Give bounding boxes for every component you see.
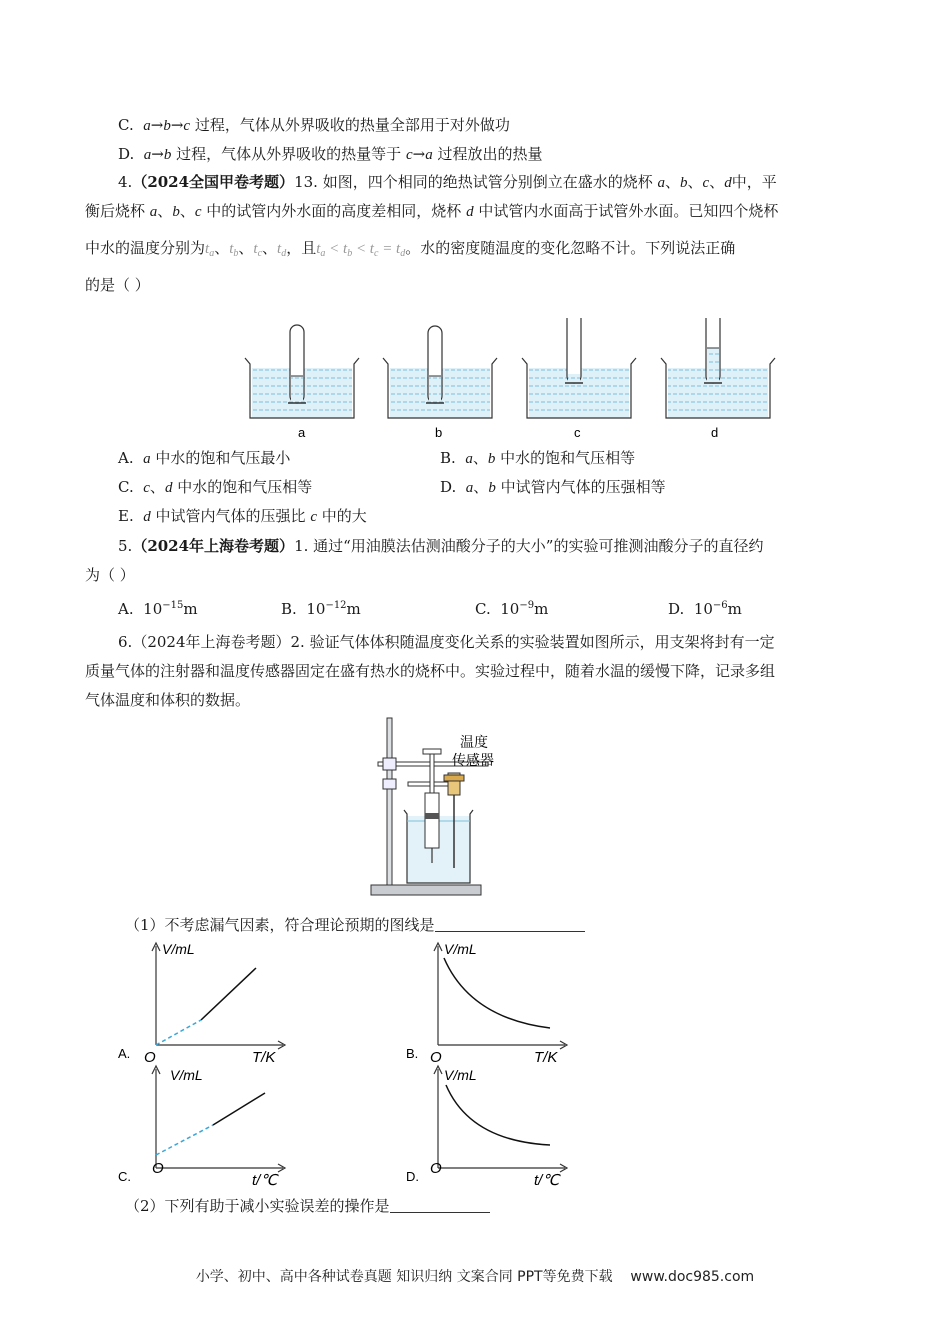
- page-footer: [0, 1266, 950, 1286]
- graph-a-label: A.: [118, 1046, 131, 1061]
- graph-d: [400, 1063, 580, 1188]
- sensor-label-line2: 传感器: [452, 752, 494, 768]
- footer-url[interactable]: www.doc985.com: [630, 1269, 755, 1285]
- q4-option-e: E. d 中试管内气体的压强比 c 中的大: [118, 507, 367, 525]
- graph-d-origin: O: [430, 1160, 442, 1177]
- graph-d-ylabel: V/mL: [444, 1067, 477, 1083]
- q4-line2: 衡后烧杯 a、b、c 中的试管内外水面的高度差相同，烧杯 d 中试管内水面高于试管外水面。已知四个烧杯: [85, 202, 779, 220]
- q3-option-c: C. a→b→c 过程，气体从外界吸收的热量全部用于对外做功: [118, 116, 510, 134]
- q4-line1: 4.（2024全国甲卷考题）13. 如图，四个相同的绝热试管分别倒立在盛水的烧杯 a、b、c、d中，平: [118, 173, 777, 191]
- graph-c: [118, 1063, 298, 1188]
- q5-line2: 为（ ）: [85, 566, 135, 584]
- q6-sub1: （1）不考虑漏气因素，符合理论预期的图线是: [125, 915, 585, 935]
- graph-d-label: D.: [406, 1169, 419, 1184]
- beaker-a: [245, 325, 359, 418]
- q6-line1: 6.（2024年上海卷考题）2. 验证气体体积随温度变化关系的实验装置如图所示，用支架将封有一定: [118, 633, 775, 651]
- q6-sub1-blank[interactable]: [435, 917, 585, 932]
- q6-sub2-blank[interactable]: [390, 1198, 490, 1213]
- beaker-label-d: d: [711, 425, 719, 440]
- graph-b-ylabel: V/mL: [444, 941, 477, 957]
- q5-option-c: C. $10^{-9}m$: [475, 600, 549, 618]
- graph-a-xlabel: T/K: [252, 1049, 276, 1065]
- graph-a: [118, 940, 298, 1065]
- graph-c-xlabel: t/℃: [252, 1172, 278, 1188]
- graph-b-origin: O: [430, 1049, 442, 1065]
- beaker-c: [522, 318, 636, 418]
- beaker-d: [661, 318, 775, 418]
- q6-line2: 质量气体的注射器和温度传感器固定在盛有热水的烧杯中。实验过程中，随着水温的缓慢下降，记录多组: [85, 662, 776, 680]
- q5-option-b: B. $10^{-12}m$: [281, 600, 361, 618]
- sensor-label-line1: 温度: [460, 734, 488, 750]
- beaker-label-a: a: [298, 425, 306, 440]
- q5-option-d: D. $10^{-6}m$: [668, 600, 742, 618]
- q4-line4: 的是（ ）: [85, 276, 150, 294]
- beaker-label-b: b: [435, 425, 443, 440]
- q4-option-a: A. a 中水的饱和气压最小: [118, 449, 291, 467]
- q6-line3: 气体温度和体积的数据。: [85, 691, 251, 709]
- graph-b: [400, 940, 580, 1065]
- beaker-label-c: c: [574, 425, 581, 440]
- graph-c-ylabel: V/mL: [170, 1067, 203, 1083]
- graph-b-label: B.: [406, 1046, 419, 1061]
- beakers-figure: [240, 318, 780, 443]
- graph-a-origin: O: [144, 1049, 156, 1065]
- graph-a-ylabel: V/mL: [162, 941, 195, 957]
- footer-text: 小学、初中、高中各种试卷真题 知识归纳 文案合同 PPT等免费下载: [195, 1269, 613, 1285]
- apparatus-figure: [368, 713, 518, 901]
- q6-sub2: （2）下列有助于减小实验误差的操作是: [125, 1196, 490, 1216]
- graph-b-xlabel: T/K: [534, 1049, 558, 1065]
- q4-option-d: D. a、b 中试管内气体的压强相等: [440, 478, 666, 496]
- graph-c-origin: O: [152, 1160, 164, 1177]
- q5-line1: 5.（2024年上海卷考题）1. 通过“用油膜法估测油酸分子的大小”的实验可推测油酸分子的直径约: [118, 537, 764, 555]
- graph-d-xlabel: t/℃: [534, 1172, 560, 1188]
- q4-option-c: C. c、d 中水的饱和气压相等: [118, 478, 313, 496]
- q4-option-b: B. a、b 中水的饱和气压相等: [440, 449, 636, 467]
- beaker-b: [383, 326, 497, 418]
- q5-option-a: A. $10^{-15}m$: [118, 600, 198, 618]
- q3-option-d: D. a→b 过程，气体从外界吸收的热量等于 c→a 过程放出的热量: [118, 145, 543, 163]
- graph-c-label: C.: [118, 1169, 131, 1184]
- q4-line3: 中水的温度分别为$t_a$、$t_b$、$t_c$、$t_d$，且$t_a < t_b < t_c = t_d$。水的密度随温度的变化忽略不计。下列说法正确: [85, 239, 736, 259]
